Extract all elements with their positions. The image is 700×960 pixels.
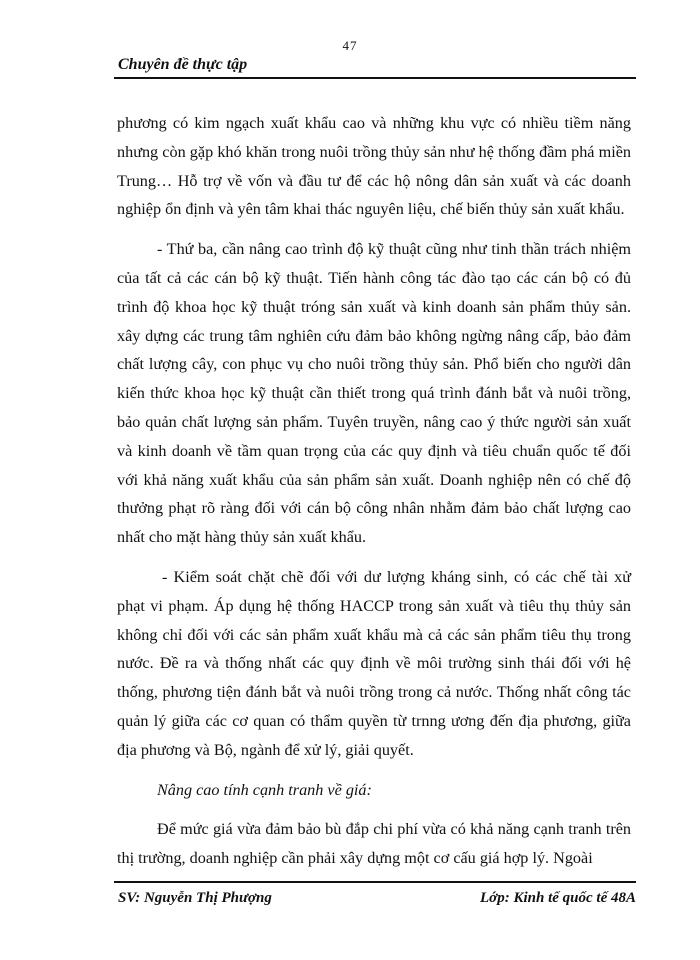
header-title: Chuyên đề thực tập — [118, 56, 248, 73]
paragraph-antibiotic-control: - Kiểm soát chặt chẽ đối với dư lượng kháng sinh, có các chế tài xử phạt vi phạm. Áp dụng hệ thống HACCP trong sản xuất và tiêu thụ thủy sản không chỉ đối với các sản phẩm xuất khẩu mà cả các sản phẩm tiêu thụ trong nước. Đề ra và thống nhất các quy định về môi trường sinh thái đối với hệ thống, phương tiện đánh bắt và nuôi trồng trong cả nước. Thống nhất công tác quản lý giữa các cơ quan có thẩm quyền từ trnng ương đến địa phương, giữa địa phương và Bộ, ngành để xử lý, giải quyết. — [117, 567, 631, 759]
header-divider — [114, 77, 636, 79]
footer-class: Lớp: Kinh tế quốc tế 48A — [480, 890, 636, 906]
paragraph-technical-level: - Thứ ba, cần nâng cao trình độ kỹ thuật cũng như tinh thần trách nhiệm của tất cả các cán bộ kỹ thuật. Tiến hành công tác đào tạo các cán bộ có đủ trình độ khoa học kỹ thuật tróng sản xuất và kinh doanh sản phẩm thủy sản. xây dựng các trung tâm nghiên cứu đảm bảo không ngừng nâng cấp, bảo đảm chất lượng cây, con phục vụ cho nuôi trồng thủy sản. Phổ biến cho người dân kiến thức khoa học kỹ thuật cần thiết trong quá trình đánh bắt và nuôi trồng, bảo quản chất lượng sản phẩm. Tuyên truyền, nâng cao ý thức người sản xuất và kinh doanh về tầm quan trọng của các quy định và tiêu chuẩn quốc tế đối với khả năng xuất khẩu của sản phẩm sản xuất. Doanh nghiệp nên có chế độ thưởng phạt rõ ràng đối với cán bộ công nhân nhằm đảm bảo chất lượng cao nhất cho mặt hàng thủy sản xuất khẩu. — [117, 240, 631, 547]
footer-divider — [114, 881, 636, 883]
paragraph-continuation: phương có kim ngạch xuất khẩu cao và những khu vực có nhiều tiềm năng nhưng còn gặp khó khăn trong nuôi trồng thủy sản như hệ thống đầm phá miền Trung… Hỗ trợ về vốn và đầu tư để các hộ nông dân sản xuất và các doanh nghiệp ổn định và yên tâm khai thác nguyên liệu, chế biến thủy sản xuất khẩu. — [117, 114, 631, 219]
document-body — [117, 109, 631, 873]
page-number: 47 — [342, 38, 358, 53]
section-subheading: Nâng cao tính cạnh tranh về giá: — [157, 780, 372, 799]
footer-student-name: SV: Nguyễn Thị Phượng — [118, 890, 272, 906]
paragraph-price-competitiveness: Để mức giá vừa đảm bảo bù đắp chi phí vừa có khả năng cạnh tranh trên thị trường, doanh nghiệp cần phải xây dựng một cơ cấu giá hợp lý. Ngoài — [117, 820, 631, 868]
